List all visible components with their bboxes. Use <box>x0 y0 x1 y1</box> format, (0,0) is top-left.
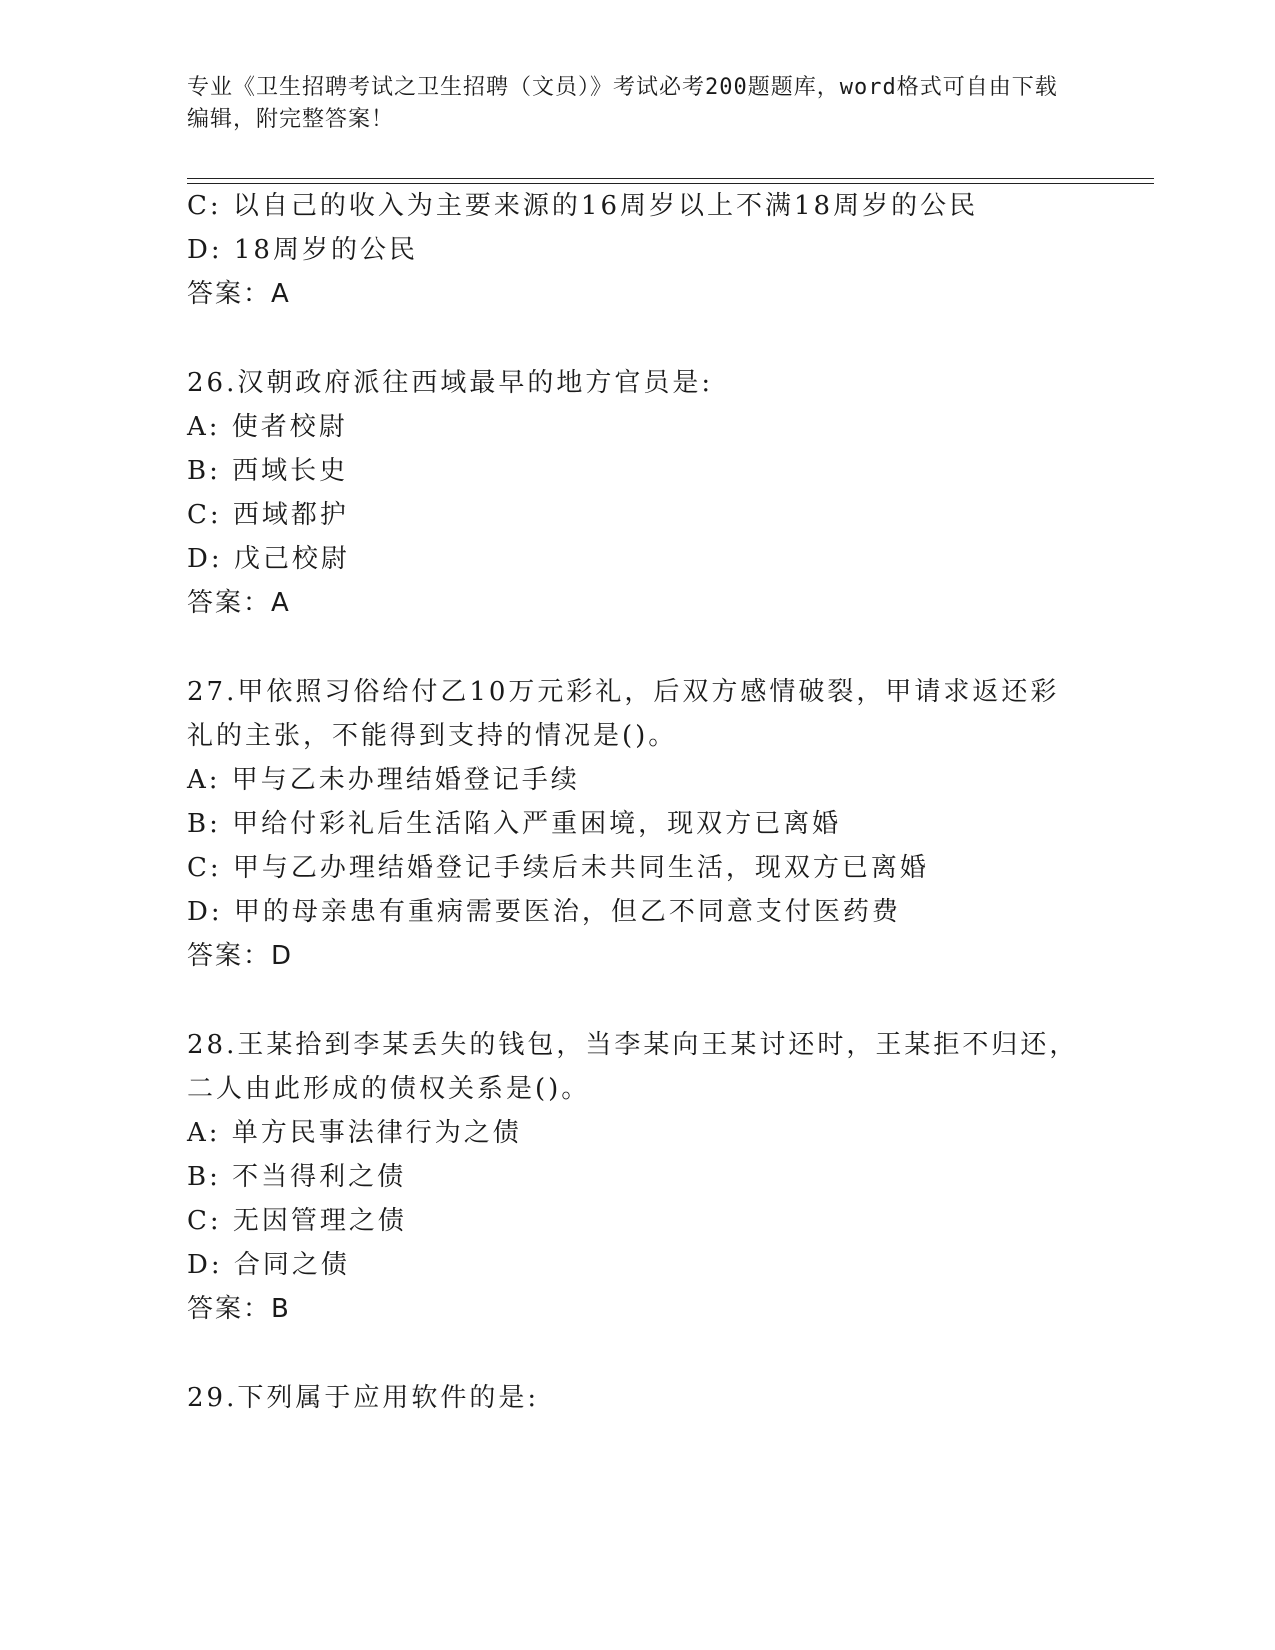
q26-option-d: D: 戊己校尉 <box>187 544 350 574</box>
header-rule-top <box>187 178 1154 179</box>
prev-option-d: D: 18周岁的公民 <box>187 235 418 265</box>
q28-option-b: B: 不当得利之债 <box>187 1162 407 1192</box>
q27-stem-line1: 27.甲依照习俗给付乙10万元彩礼，后双方感情破裂，甲请求返还彩 <box>187 677 1060 707</box>
q26-option-b: B: 西域长史 <box>187 456 349 486</box>
q27-option-d: D: 甲的母亲患有重病需要医治，但乙不同意支付医药费 <box>187 897 901 927</box>
q29-stem: 29.下列属于应用软件的是: <box>187 1383 540 1413</box>
q26-option-a: A: 使者校尉 <box>187 412 348 442</box>
q27-option-c: C: 甲与乙办理结婚登记手续后未共同生活，现双方已离婚 <box>187 853 929 883</box>
q28-stem-line1: 28.王某拾到李某丢失的钱包，当李某向王某讨还时，王某拒不归还， <box>187 1030 1079 1060</box>
q26-stem: 26.汉朝政府派往西域最早的地方官员是: <box>187 368 714 398</box>
q27-option-a: A: 甲与乙未办理结婚登记手续 <box>187 765 580 795</box>
q28-option-a: A: 单方民事法律行为之债 <box>187 1118 522 1148</box>
q26-answer: 答案：A <box>187 588 291 618</box>
q26-option-c: C: 西域都护 <box>187 500 349 530</box>
q28-option-c: C: 无因管理之债 <box>187 1206 407 1236</box>
document-header: 专业《卫生招聘考试之卫生招聘（文员）》考试必考200题题库，word格式可自由下载编辑，附完整答案！ <box>187 75 1058 132</box>
prev-answer: 答案：A <box>187 279 291 309</box>
q27-option-b: B: 甲给付彩礼后生活陷入严重困境，现双方已离婚 <box>187 809 842 839</box>
q27-answer: 答案：D <box>187 941 294 971</box>
q28-option-d: D: 合同之债 <box>187 1250 350 1280</box>
q27-stem-line2: 礼的主张，不能得到支持的情况是()。 <box>187 721 678 751</box>
q28-answer: 答案：B <box>187 1294 291 1324</box>
q28-stem-line2: 二人由此形成的债权关系是()。 <box>187 1074 591 1104</box>
prev-option-c: C: 以自己的收入为主要来源的16周岁以上不满18周岁的公民 <box>187 191 979 221</box>
header-rule-bottom <box>187 183 1154 184</box>
